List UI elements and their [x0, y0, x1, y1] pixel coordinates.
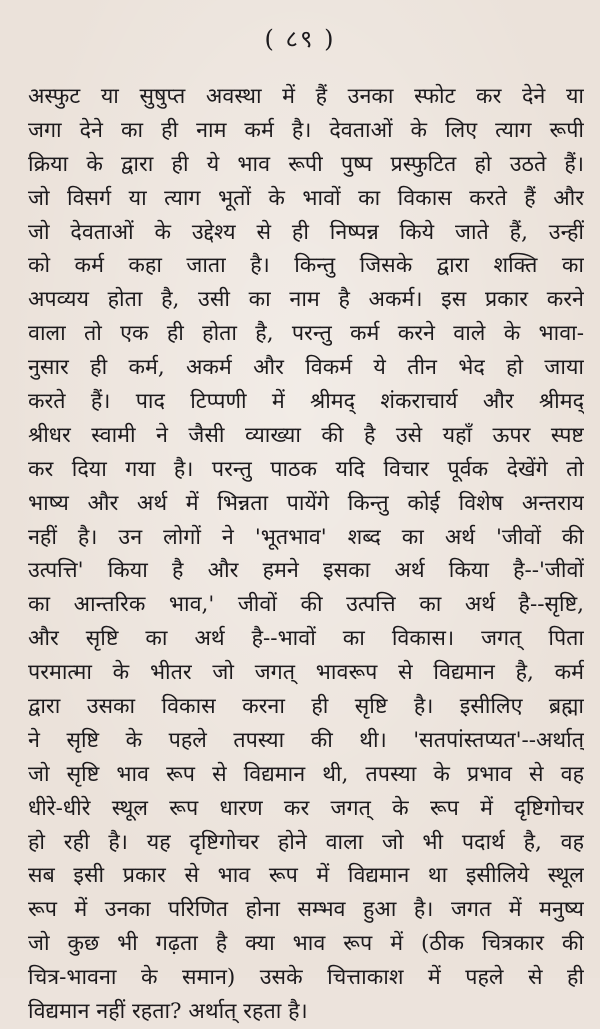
text-line: उत्पत्ति' किया है और हमने इसका अर्थ किया है--'जीवों — [28, 558, 584, 584]
text-line: क्रिया के द्वारा ही ये भाव रूपी पुष्प प्रस्फुटित हो उठते हैं। — [28, 151, 584, 177]
text-line: को कर्म कहा जाता है। किन्तु जिसके द्वारा शक्ति का — [28, 253, 584, 279]
text-line: श्रीधर स्वामी ने जैसी व्याख्या की है उसे यहाँ ऊपर स्पष्ट — [28, 422, 584, 448]
text-line: ने सृष्टि के पहले तपस्या की थी। 'सतपांस्तप्यत'--अर्थात् — [28, 727, 584, 753]
text-line: चित्र-भावना के समान) उसके चित्ताकाश में पहले से ही — [28, 965, 584, 991]
text-line: विद्यमान नहीं रहता? अर्थात् रहता है। — [28, 999, 308, 1025]
text-line: जो सृष्टि भाव रूप से विद्यमान थी, तपस्या के प्रभाव से वह — [28, 761, 584, 787]
text-line: करते हैं। पाद टिप्पणी में श्रीमद् शंकराचार्य और श्रीमद् — [28, 389, 584, 415]
text-line: जो कुछ भी गढ़ता है क्या भाव रूप में (ठीक चित्रकार की — [28, 931, 584, 957]
text-line: भाष्य और अर्थ में भिन्नता पायेंगे किन्तु कोई विशेष अन्तराय — [28, 490, 584, 516]
text-line: धीरे-धीरे स्थूल रूप धारण कर जगत् के रूप में दृष्टिगोचर — [28, 795, 584, 821]
text-line: जो विसर्ग या त्याग भूतों के भावों का विकास करते हैं और — [28, 185, 584, 211]
text-line: सब इसी प्रकार से भाव रूप में विद्यमान था इसीलिये स्थूल — [28, 863, 584, 889]
body-text — [28, 80, 584, 1029]
text-line: अपव्यय होता है, उसी का नाम है अकर्म। इस प्रकार करने — [28, 287, 584, 313]
page-number: ( ८९ ) — [264, 25, 336, 53]
text-line: नुसार ही कर्म, अकर्म और विकर्म ये तीन भेद हो जाया — [28, 355, 584, 381]
text-line: परमात्मा के भीतर जो जगत् भावरूप से विद्यमान है, कर्म — [28, 660, 584, 686]
text-line: हो रही है। यह दृष्टिगोचर होने वाला जो भी पदार्थ है, वह — [28, 829, 584, 855]
text-line: जो देवताओं के उद्देश्य से ही निष्पन्न किये जाते हैं, उन्हीं — [28, 219, 584, 245]
text-line: रूप में उनका परिणित होना सम्भव हुआ है। जगत में मनुष्य — [28, 897, 584, 923]
text-line: का आन्तरिक भाव,' जीवों की उत्पत्ति का अर्थ है--सृष्टि, — [28, 592, 584, 618]
text-line: कर दिया गया है। परन्तु पाठक यदि विचार पूर्वक देखेंगे तो — [28, 456, 584, 482]
text-line: और सृष्टि का अर्थ है--भावों का विकास। जगत् पिता — [28, 626, 584, 652]
text-line: अस्फुट या सुषुप्त अवस्था में हैं उनका स्फोट कर देने या — [28, 84, 584, 109]
text-line: नहीं है। उन लोगों ने 'भूतभाव' शब्द का अर्थ 'जीवों की — [28, 524, 584, 550]
text-line: जगा देने का ही नाम कर्म है। देवताओं के लिए त्याग रूपी — [28, 117, 584, 143]
text-line: वाला तो एक ही होता है, परन्तु कर्म करने वाले के भावा- — [28, 321, 584, 347]
text-line: द्वारा उसका विकास करना ही सृष्टि है। इसीलिए ब्रह्मा — [28, 694, 584, 720]
